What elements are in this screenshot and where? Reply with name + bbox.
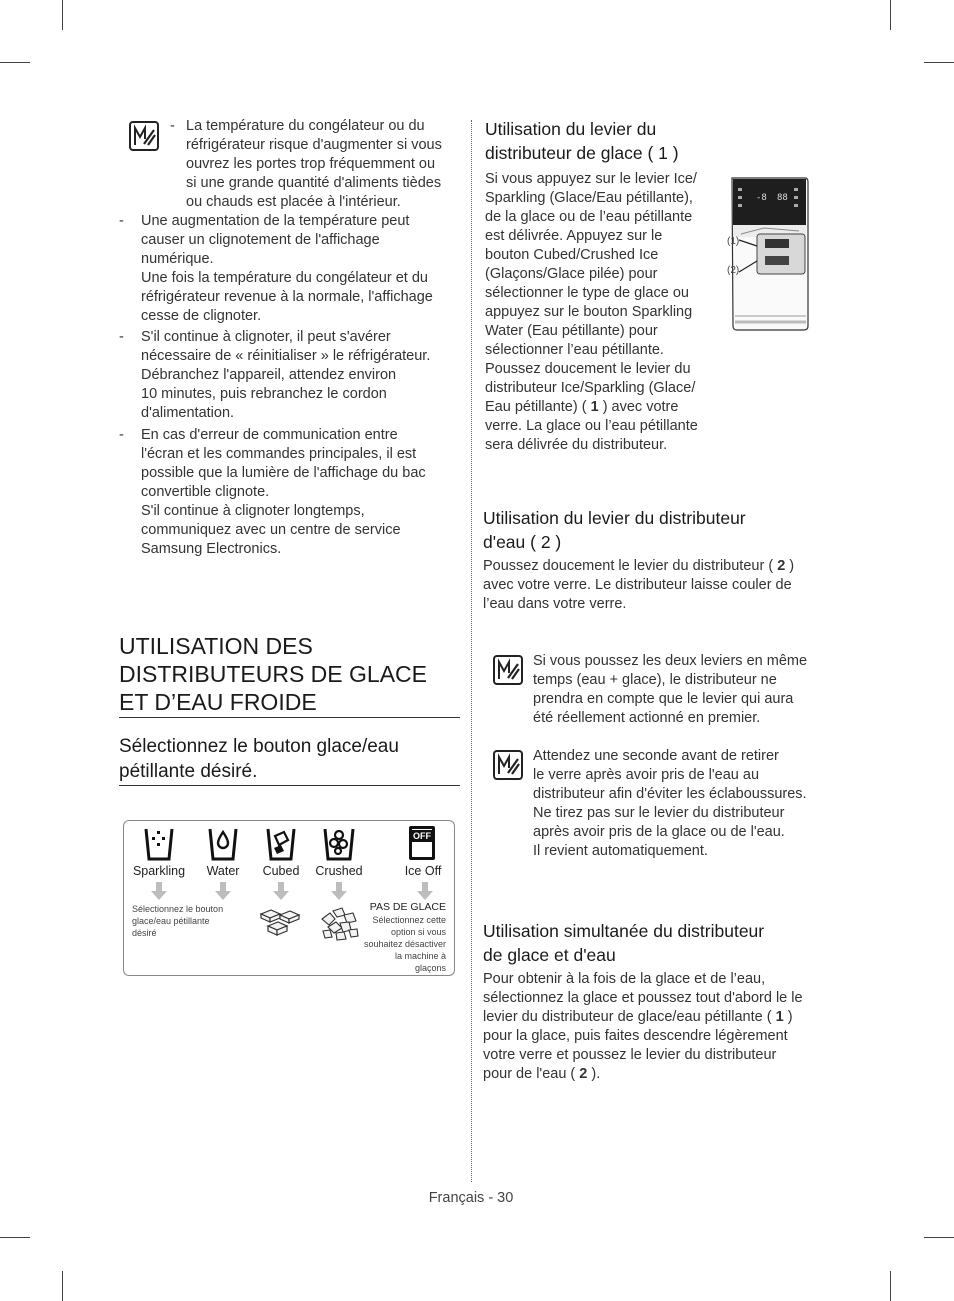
dispenser-image (729, 176, 811, 334)
water-lever-text: Poussez doucement le levier du distributeur ( 2 ) avec votre verre. Le distributeur laisse couler de l’eau dans votre verre. (483, 558, 795, 612)
ice-off-badge: OFF (413, 831, 431, 841)
down-arrow-icon (151, 882, 167, 900)
panel-right-title: PAS DE GLACE (369, 901, 446, 913)
crop-mark (890, 0, 891, 30)
section-title: UTILISATION DES DISTRIBUTEURS DE GLACE ET D’EAU FROIDE (119, 633, 427, 715)
note-icon (493, 750, 523, 780)
panel-right-caption: Sélectionnez cette option si vous souhaitez désactiver la machine à glaçons (363, 915, 446, 973)
page-footer (0, 1190, 954, 1206)
sparkling-icon (143, 826, 175, 862)
ice-cubes-image (256, 906, 304, 940)
crop-mark (924, 1237, 954, 1238)
down-arrow-icon (215, 882, 231, 900)
svg-text:88: 88 (777, 193, 788, 203)
panel-left-caption: Sélectionnez le bouton glace/eau pétillante désiré (132, 904, 224, 938)
crop-mark (0, 62, 30, 63)
note-icon (129, 121, 159, 151)
note-wait: Attendez une seconde avant de retirer le verre après avoir pris de l'eau au distributeur afin d'éviter les éclaboussures. Ne tirez pas sur le levier du distributeur après avoir pris de la glace ou de l'eau. Il revient automatiquement. (533, 748, 807, 859)
water-icon (207, 826, 239, 862)
crop-mark (890, 1271, 891, 1301)
ice-lever-title: Utilisation du levier du distributeur de glace ( 1 ) (485, 119, 679, 163)
column-divider (471, 120, 472, 1182)
crop-mark (62, 0, 63, 30)
note-both-levers: Si vous poussez les deux leviers en même temps (eau + glace), le distributeur ne prendra en compte que le levier qui aura été réellement actionné en premier. (533, 653, 808, 726)
crushed-label: Crushed (315, 864, 363, 878)
water-label: Water (206, 864, 240, 878)
cubed-label: Cubed (262, 864, 300, 878)
cubed-ice-icon (265, 826, 297, 862)
ice-off-label: Ice Off (404, 864, 442, 878)
figure-label-1: (1) (727, 236, 740, 247)
title-rule (119, 717, 460, 718)
sparkling-label: Sparkling (132, 864, 186, 878)
crop-mark (924, 62, 954, 63)
svg-text:-8: -8 (756, 193, 767, 203)
page-number: Français - 30 (428, 1190, 514, 1206)
crop-mark (0, 1237, 30, 1238)
subsection-title: Sélectionnez le bouton glace/eau pétillante désiré. (119, 736, 399, 782)
ice-lever-text: Si vous appuyez sur le levier Ice/ Sparkling (Glace/Eau pétillante), de la glace ou de l’eau pétillante est délivrée. Appuyez sur le bouton Cubed/Crushed Ice (Glaçons/Glace pilée) pour sélectionner le type de glace ou appuyez sur le bouton Sparkling Water (Eau pétillante) pour sélectionner l’eau pétillante. Poussez doucement le levier du distributeur Ice/Sparkling (Glace/ Eau pétillante) ( 1 ) avec votre verre. La glace ou l’eau pétillante sera délivrée du distributeur. (485, 171, 698, 453)
crop-mark (62, 1271, 63, 1301)
down-arrow-icon (417, 882, 433, 900)
water-lever-title: Utilisation du levier du distributeur d'eau ( 2 ) (483, 508, 746, 552)
ice-off-icon (409, 826, 435, 860)
down-arrow-icon (273, 882, 289, 900)
figure-label-2: (2) (727, 265, 740, 276)
simultaneous-text: Pour obtenir à la fois de la glace et de l’eau, sélectionnez la glace et poussez tout d'abord le le levier du distributeur de glace/eau pétillante ( 1 ) pour la glace, puis faites descendre légèrement votre verre et poussez le levier du distributeur pour de l'eau ( 2 ). (483, 971, 803, 1082)
crushed-ice-icon (322, 826, 356, 862)
subtitle-rule (119, 785, 460, 786)
note-icon (493, 655, 523, 685)
simultaneous-title: Utilisation simultanée du distributeur de glace et d'eau (483, 921, 765, 965)
down-arrow-icon (331, 882, 347, 900)
